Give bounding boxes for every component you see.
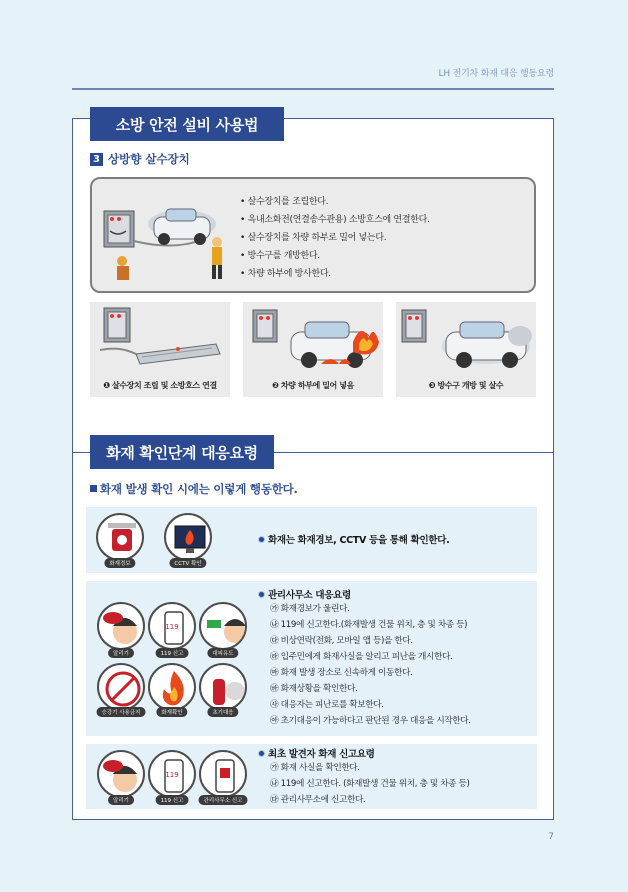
procedure-item: ㉰ 관리사무소에 신고한다. (270, 795, 366, 805)
procedure-item: ㉵ 초기대응이 가능하다고 판단된 경우 대응을 시작한다. (270, 716, 471, 726)
step-item: • 방수구를 개방한다. (240, 251, 320, 261)
subsection-heading (90, 151, 190, 167)
icon-label: 대피유도 (207, 648, 238, 658)
management-office-title: 관리사무소 대응요령 (268, 590, 351, 601)
icon-label: 알리기 (108, 648, 134, 658)
panel-caption: ❷ 차량 하부에 밀어 넣음 (272, 381, 354, 390)
step-item: • 옥내소화전(연결송수관용) 소방호스에 연결한다. (240, 215, 430, 225)
push-illustration (243, 302, 383, 382)
procedure-item: ㉲ 화재 발생 장소로 신속하게 이동한다. (270, 668, 413, 678)
confirm-fire-text-row (258, 532, 449, 546)
announce-person-icon (97, 750, 145, 798)
sprinkler-steps-list (240, 193, 430, 283)
icon-label: 승강기 사용금지 (97, 707, 146, 717)
subsection-number: 3 (90, 153, 103, 166)
intro-text: 화재 발생 확인 시에는 이렇게 행동한다. (100, 482, 298, 496)
subsection-title: 상방향 살수장치 (108, 152, 190, 166)
circle-bullet-icon (258, 750, 265, 757)
office-phone-icon (199, 750, 247, 798)
phone-119-text: 119 (165, 771, 179, 779)
step-panel-push (243, 302, 383, 397)
phone-119-icon (148, 602, 196, 650)
confirm-fire-text: 화재는 화재경보, CCTV 등을 통해 확인한다. (268, 535, 450, 546)
icon-label: 화재확인 (156, 707, 187, 717)
management-office-title-row (258, 587, 471, 601)
announce-person-icon (97, 602, 145, 650)
fire-confirm-icon (148, 663, 196, 711)
icon-label: 119 신고 (156, 795, 189, 805)
phone-119-icon (148, 750, 196, 798)
no-elevator-icon (97, 663, 145, 711)
page-number: 7 (548, 832, 554, 842)
phone-119-text: 119 (165, 623, 179, 631)
procedure-item: ㉯ 119에 신고한다.(화재발생 건물 위치, 층 및 차종 등) (270, 620, 468, 630)
square-bullet-icon (90, 485, 97, 492)
step-item: • 차량 하부에 방사한다. (240, 269, 331, 279)
procedure-item: ㉯ 119에 신고한다. (화재발생 건물 위치, 층 및 차종 등) (270, 779, 470, 789)
procedure-item: ㉴ 대응자는 피난로를 확보한다. (270, 700, 384, 710)
first-finder-title: 최초 발견자 화재 신고요령 (268, 749, 375, 760)
extinguisher-icon (199, 663, 247, 711)
fire-alarm-icon (96, 513, 144, 561)
management-office-items (258, 601, 471, 729)
procedure-item: ㉮ 화재경보가 울린다. (270, 604, 350, 614)
response-intro (90, 481, 298, 497)
panel-caption: ❶ 살수장치 조립 및 소방호스 연결 (103, 381, 217, 390)
step-panel-spray (396, 302, 536, 397)
first-finder-items (258, 760, 469, 808)
icon-label: 초기대응 (207, 707, 238, 717)
circle-bullet-icon (258, 591, 265, 598)
header-divider (72, 88, 554, 90)
first-finder-content (258, 746, 469, 808)
evacuation-guide-icon (199, 602, 247, 650)
procedure-item: ㉳ 화재상황을 확인한다. (270, 684, 358, 694)
icon-label: 알리기 (108, 795, 134, 805)
section-banner-fire-response: 화재 확인단계 대응요령 (90, 435, 274, 469)
firefighter-illustration (92, 179, 242, 291)
icon-label: 관리사무소 신고 (199, 795, 248, 805)
first-finder-title-row (258, 746, 469, 760)
step-item: • 살수장치를 조립한다. (240, 197, 329, 207)
procedure-item: ㉱ 입주민에게 화재사실을 알리고 피난을 개시한다. (270, 652, 453, 662)
panel-caption: ❸ 방수구 개방 및 살수 (428, 381, 504, 390)
icon-label: CCTV 확인 (169, 558, 206, 568)
spray-illustration (396, 302, 536, 382)
assemble-illustration (90, 302, 230, 382)
section-banner-fire-equipment: 소방 안전 설비 사용법 (90, 107, 284, 141)
confirm-fire-card (86, 507, 537, 573)
step-panel-assemble (90, 302, 230, 397)
step-item: • 살수장치를 차량 하부로 밀어 넣는다. (240, 233, 387, 243)
management-office-content (258, 587, 471, 729)
circle-bullet-icon (258, 536, 265, 543)
document-header-title: LH 전기차 화재 대응 행동요령 (438, 69, 554, 79)
procedure-item: ㉮ 화재 사실을 확인한다. (270, 763, 360, 773)
cctv-monitor-icon (164, 513, 212, 561)
icon-label: 119 신고 (156, 648, 189, 658)
procedure-item: ㉰ 비상연락(전화, 모바일 앱 등)을 한다. (270, 636, 413, 646)
icon-label: 화재경보 (104, 558, 135, 568)
